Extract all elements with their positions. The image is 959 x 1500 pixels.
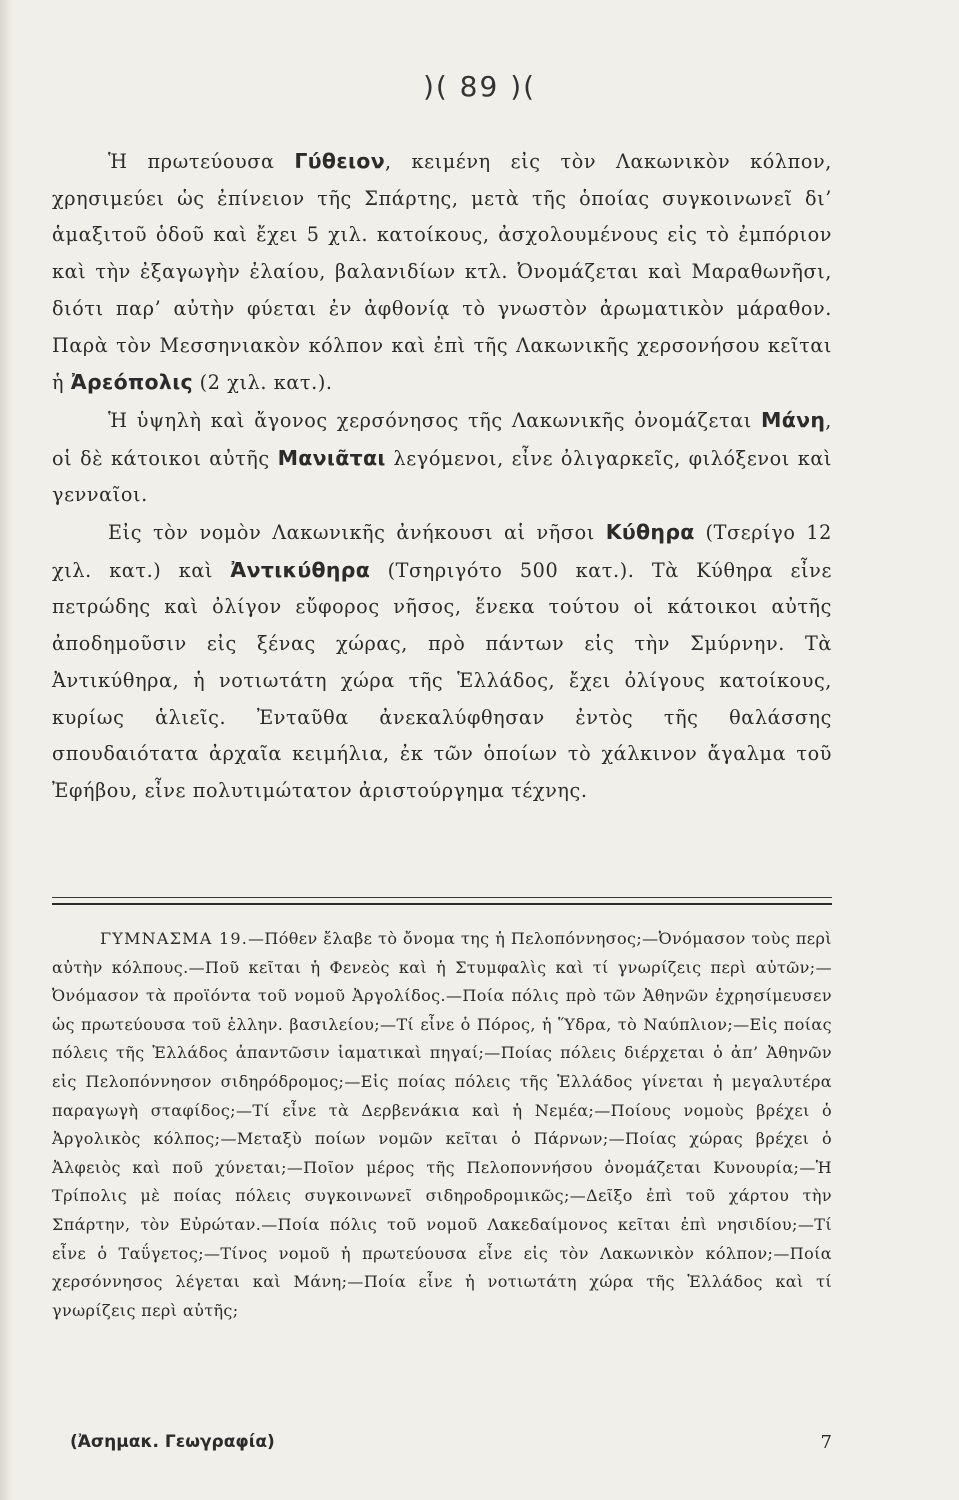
bold-term-kythera: Κύθηρα <box>605 520 695 545</box>
page-header: )( 89 )( <box>422 70 537 103</box>
text-run: Εἰς τὸν νομὸν Λακωνικῆς ἀνήκουσι αἱ νῆσοι <box>108 521 606 545</box>
text-run: Ἡ ὑψηλὴ καὶ ἄγονος χερσόνησος τῆς Λακωνικῆς ὀνομάζεται <box>108 408 762 432</box>
text-run: , οἱ δὲ κάτοικοι αὐτῆς <box>52 408 832 470</box>
text-run: (2 χιλ. κατ.). <box>192 371 333 395</box>
paragraph-kythera <box>52 514 832 810</box>
paragraph-mani <box>52 402 832 514</box>
page-edge <box>0 0 14 1500</box>
exercise-label: ΓΥΜΝΑΣΜΑ 19. <box>100 929 248 948</box>
text-run: (Τσερίγο 12 χιλ. κατ.) καὶ <box>52 521 832 582</box>
exercises-block <box>52 925 832 1325</box>
bold-term-antikythera: Ἀντικύθηρα <box>230 557 371 582</box>
sheet-number: 7 <box>820 1432 832 1453</box>
text-run: , κειμένη εἰς τὸν Λακωνικὸν κόλπον, χρησιμεύει ὡς ἐπίνειον τῆς Σπάρτης, μετὰ τῆς ὁποίας συγκοινωνεῖ δι’ ἁμαξιτοῦ ὁδοῦ καὶ ἔχει 5 χιλ. κατοίκους, ἀσχολουμένους εἰς τὸ ἐμπόριον καὶ τὴν ἐξαγωγὴν ἐλαίου, βαλανιδίων κτλ. Ὀνομάζεται καὶ Μαραθωνῆσι, διότι παρ’ αὐτὴν φύεται ἐν ἀφθονίᾳ τὸ γνωστὸν ἀρωματικὸν μάραθον. Παρὰ τὸν Μεσσηνιακὸν κόλπον καὶ ἐπὶ τῆς Λακωνικῆς χερσονήσου κεῖται ἡ <box>52 150 832 395</box>
signature-mark: (Ἀσημακ. Γεωγραφία) <box>70 1432 275 1452</box>
bold-term-areopolis: Ἀρεόπολις <box>70 370 193 395</box>
separator-rule-thick <box>52 903 832 905</box>
exercise-questions: —Πόθεν ἔλαβε τὸ ὄνομα της ἡ Πελοπόννησος;—Ὀνόμασον τοὺς περὶ αὐτὴν κόλπους.—Ποῦ κεῖται ἡ Φενεὸς καὶ ἡ Στυμφαλὶς καὶ τί γνωρίζεις περὶ αὐτῶν;—Ὀνόμασον τὰ προϊόντα τοῦ νομοῦ Ἀργολίδος.—Ποία πόλις πρὸ τῶν Ἀθηνῶν ἐχρησίμευσεν ὡς πρωτεύουσα τοῦ ἑλλην. βασιλείου;—Τί εἶνε ὁ Πόρος, ἡ Ὕδρα, τὸ Ναύπλιον;—Εἰς ποίας πόλεις τῆς Ἑλλάδος ἀπαντῶσιν ἰαματικαὶ πηγαί;—Ποίας πόλεις διέρχεται ὁ ἀπ’ Ἀθηνῶν εἰς Πελοπόννησον σιδηρόδρομος;—Εἰς ποίας πόλεις τῆς Ἑλλάδος γίνεται ἡ μεγαλυτέρα παραγωγὴ σταφίδος;—Τί εἶνε τὰ Δερβενάκια καὶ ἡ Νεμέα;—Ποίους νομοὺς βρέχει ὁ Ἀργολικὸς κόλπος;—Μεταξὺ ποίων νομῶν κεῖται ὁ Πάρνων;—Ποίας χώρας βρέχει ὁ Ἀλφειὸς καὶ ποῦ χύνεται;—Ποῖον μέρος τῆς Πελοποννήσου ὀνομάζεται Κυνουρία;—Ἡ Τρίπολις μὲ ποίας πόλεις συγκοινωνεῖ σιδηροδρομικῶς;—Δεῖξο ἐπὶ τοῦ χάρτου τὴν Σπάρτην, τὸν Εὐρώταν.—Ποία πόλις τοῦ νομοῦ Λακεδαίμονος κεῖται ἐπὶ νησιδίου;—Τί εἶνε ὁ Ταΰγετος;—Τίνος νομοῦ ἡ πρωτεύουσα εἶνε εἰς τὸν Λακωνικὸν κόλπον;—Ποία χερσόννησος λέγεται καὶ Μάνη;—Ποία εἶνε ἡ νοτιωτάτη χώρα τῆς Ἑλλάδος καὶ τί γνωρίζεις περὶ αὐτῆς; <box>52 929 832 1320</box>
bold-term-maniates: Μανιᾶται <box>277 445 386 470</box>
text-run: λεγόμενοι, εἶνε ὀλιγαρκεῖς, φιλόξενοι καὶ γενναῖοι. <box>52 446 832 507</box>
text-run: (Τσηριγότο 500 κατ.). Τὰ Κύθηρα εἶνε πετρώδης καὶ ὀλίγον εὔφορος νῆσος, ἕνεκα τούτου οἱ κάτοικοι αὐτῆς ἀποδημοῦσιν εἰς ξένας χώρας, πρὸ πάντων εἰς τὴν Σμύρνην. Τὰ Ἀντικύθηρα, ἡ νοτιωτάτη χώρα τῆς Ἑλλάδος, ἔχει ὀλίγους κατοίκους, κυρίως ἁλιεῖς. Ἐνταῦθα ἀνεκαλύφθησαν ἐντὸς τῆς θαλάσσης σπουδαιότατα ἀρχαῖα κειμήλια, ἐκ τῶν ὁποίων τὸ χάλκινον ἄγαλμα τοῦ Ἐφήβου, εἶνε πολυτιμώτατον ἀριστούργημα τέχνης. <box>52 558 832 802</box>
bold-term-mani: Μάνη <box>761 407 826 432</box>
paragraph-gytheion <box>52 143 832 402</box>
separator-rule-thin <box>52 897 832 898</box>
bold-term-gytheion: Γύθειον <box>294 149 385 173</box>
page-footer <box>52 1432 832 1462</box>
body-text <box>52 143 832 810</box>
text-run: Ἡ πρωτεύουσα <box>108 150 295 173</box>
